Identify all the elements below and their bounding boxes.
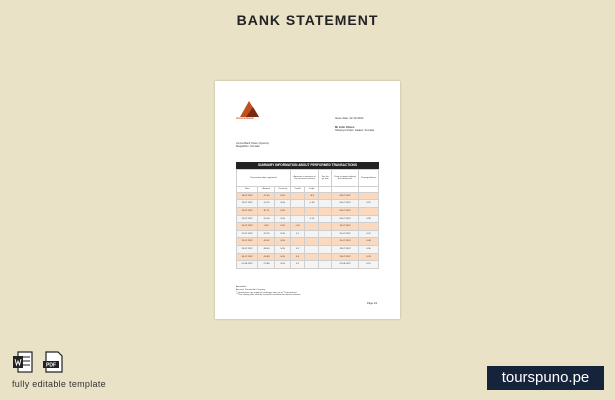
table-cell: +9.9 xyxy=(305,192,319,200)
table-cell xyxy=(319,207,332,215)
table-cell: 0.33 xyxy=(359,253,379,261)
table-cell: 26.07.2022 xyxy=(237,245,258,253)
table-cell xyxy=(319,245,332,253)
table-cell xyxy=(305,230,319,238)
statement-document xyxy=(215,81,400,319)
word-icon xyxy=(13,352,32,372)
table-cell: -34.0 xyxy=(258,223,275,231)
table-cell xyxy=(305,261,319,269)
table-title: SUMMARY INFORMATION ABOUT PERFORMED TRANSACTIONS xyxy=(236,162,379,169)
note-line: Annotation xyxy=(236,286,247,288)
table-cell: 08.07.2022 xyxy=(332,192,359,200)
table-cell: -16.88 xyxy=(258,253,275,261)
table-cell: +1.80 xyxy=(305,200,319,208)
table-cell: 19.07.2022 xyxy=(237,200,258,208)
bank-info xyxy=(236,143,296,149)
table-cell: SOS xyxy=(275,207,291,215)
table-cell: SOS xyxy=(275,261,291,269)
table-cell xyxy=(290,207,304,215)
table-cell: 20.07.2022 xyxy=(237,215,258,223)
table-cell xyxy=(359,223,379,231)
table-cell: 0.48 xyxy=(359,238,379,246)
table-cell: 22.07.2022 xyxy=(237,230,258,238)
subheader-debit: Debit xyxy=(305,187,319,193)
file-icons xyxy=(12,350,72,374)
header-amounts: Amounts in amounts in the account currency xyxy=(290,170,318,187)
transactions-table xyxy=(236,162,379,269)
caption: fully editable template xyxy=(12,379,106,389)
bank-city: Mogadishu, Somalia xyxy=(236,144,260,148)
table-cell xyxy=(290,200,304,208)
table-cell: -11.00 xyxy=(258,192,275,200)
table-cell: -30.02 xyxy=(258,238,275,246)
table-cell xyxy=(319,192,332,200)
table-cell: 10.07.2022 xyxy=(332,223,359,231)
table-cell: 09.07.2022 xyxy=(332,200,359,208)
table-cell xyxy=(305,245,319,253)
subheader-credit: Credit xyxy=(290,187,304,193)
table-cell: 0.15 xyxy=(359,261,379,269)
table-row xyxy=(237,192,379,200)
table-cell xyxy=(319,223,332,231)
table-row xyxy=(237,215,379,223)
table-cell xyxy=(319,215,332,223)
table-cell: -22.33 xyxy=(258,230,275,238)
note-line: * Conversions are made at exchange rates as at "Transactions" xyxy=(236,291,298,294)
notes xyxy=(236,286,346,297)
table-row xyxy=(237,238,379,246)
table-cell: 20.07.2022 xyxy=(332,238,359,246)
header-fee: Fee for go rate xyxy=(319,170,332,187)
table-row xyxy=(237,230,379,238)
table-row xyxy=(237,200,379,208)
table-cell: SOS xyxy=(275,245,291,253)
table-cell: SOS xyxy=(275,223,291,231)
table-cell: SOS xyxy=(275,200,291,208)
table-cell xyxy=(319,261,332,269)
table-cell: 28.07.2022 xyxy=(332,253,359,261)
page-title: BANK STATEMENT xyxy=(236,12,379,28)
subheader-amount: Amount xyxy=(258,187,275,193)
table-cell: 0.2 xyxy=(290,261,304,269)
table-cell: SOS xyxy=(275,253,291,261)
table-cell: -1.25 xyxy=(305,215,319,223)
table-row xyxy=(237,253,379,261)
table-cell xyxy=(290,238,304,246)
table-cell xyxy=(319,253,332,261)
bank-name: Amora Bank Tower (Ayaxmi) xyxy=(236,142,269,145)
table-cell xyxy=(290,215,304,223)
table-cell: SOS xyxy=(275,215,291,223)
table-cell: -70.88 xyxy=(258,261,275,269)
table-cell: 20.07.2022 xyxy=(332,230,359,238)
table-cell: 0.90 xyxy=(359,245,379,253)
table-cell: 09.07.2022 xyxy=(332,207,359,215)
table-cell xyxy=(305,223,319,231)
table-cell: 0.20 xyxy=(359,200,379,208)
table-cell: 19.07.2022 xyxy=(237,207,258,215)
transactions-grid xyxy=(236,169,379,268)
table-row xyxy=(237,223,379,231)
pdf-icon xyxy=(43,352,62,372)
table-cell: -48.60 xyxy=(258,245,275,253)
subheader-currency: Currency xyxy=(275,187,291,193)
table-cell: 02.08.2022 xyxy=(237,261,258,269)
table-cell: -20.09 xyxy=(258,215,275,223)
subheader-date: Date xyxy=(237,187,258,193)
svg-text:PDF: PDF xyxy=(46,362,56,369)
header-closing: Closing balance xyxy=(359,170,379,187)
table-cell: 20.07.2022 xyxy=(237,223,258,231)
bank-logo-name: Amora Bank xyxy=(236,116,254,120)
table-cell: -91.21 xyxy=(258,207,275,215)
table-cell xyxy=(359,192,379,200)
client-address: Shawnya Street, Gaalee, Somalia xyxy=(335,128,374,132)
table-cell: +3.9 xyxy=(290,223,304,231)
table-cell: 30.07.2022 xyxy=(237,253,258,261)
client-name: Mr John Citizen xyxy=(335,126,355,129)
table-row xyxy=(237,207,379,215)
table-cell: 0.99 xyxy=(359,215,379,223)
table-cell: 18.07.2022 xyxy=(237,192,258,200)
table-cell: 09.07.2022 xyxy=(332,215,359,223)
table-cell xyxy=(319,238,332,246)
note-line: Account Transaction Currency xyxy=(236,288,266,291)
header-cash-report: Date of report making the transaction xyxy=(332,170,359,187)
table-cell: 0.2 xyxy=(290,245,304,253)
table-cell: 02.08.2022 xyxy=(332,261,359,269)
table-cell xyxy=(319,230,332,238)
issue-date: Issue date: 22.10.2022 xyxy=(335,116,364,120)
table-cell xyxy=(305,253,319,261)
table-cell xyxy=(359,207,379,215)
table-cell: 23.07.2022 xyxy=(237,238,258,246)
header-transaction-date: Transaction date registered xyxy=(237,170,291,187)
table-cell: SOS xyxy=(275,192,291,200)
brand-badge[interactable]: tourspuno.pe xyxy=(487,366,604,390)
client-info xyxy=(335,127,390,133)
table-cell: 0.3 xyxy=(290,253,304,261)
table-row xyxy=(237,245,379,253)
table-cell: 28.07.2022 xyxy=(332,245,359,253)
note-line: ** The closing date shall be issued to calculate the interest amount xyxy=(236,294,301,297)
table-cell: 0.47 xyxy=(359,230,379,238)
table-cell: 0.1 xyxy=(290,230,304,238)
table-cell xyxy=(290,192,304,200)
page-number: Page 1/1 xyxy=(367,302,378,305)
table-cell: -15.20 xyxy=(258,200,275,208)
table-cell xyxy=(305,207,319,215)
table-cell: SOS xyxy=(275,238,291,246)
table-row xyxy=(237,261,379,269)
table-cell xyxy=(305,238,319,246)
table-cell xyxy=(319,200,332,208)
table-cell: SOS xyxy=(275,230,291,238)
